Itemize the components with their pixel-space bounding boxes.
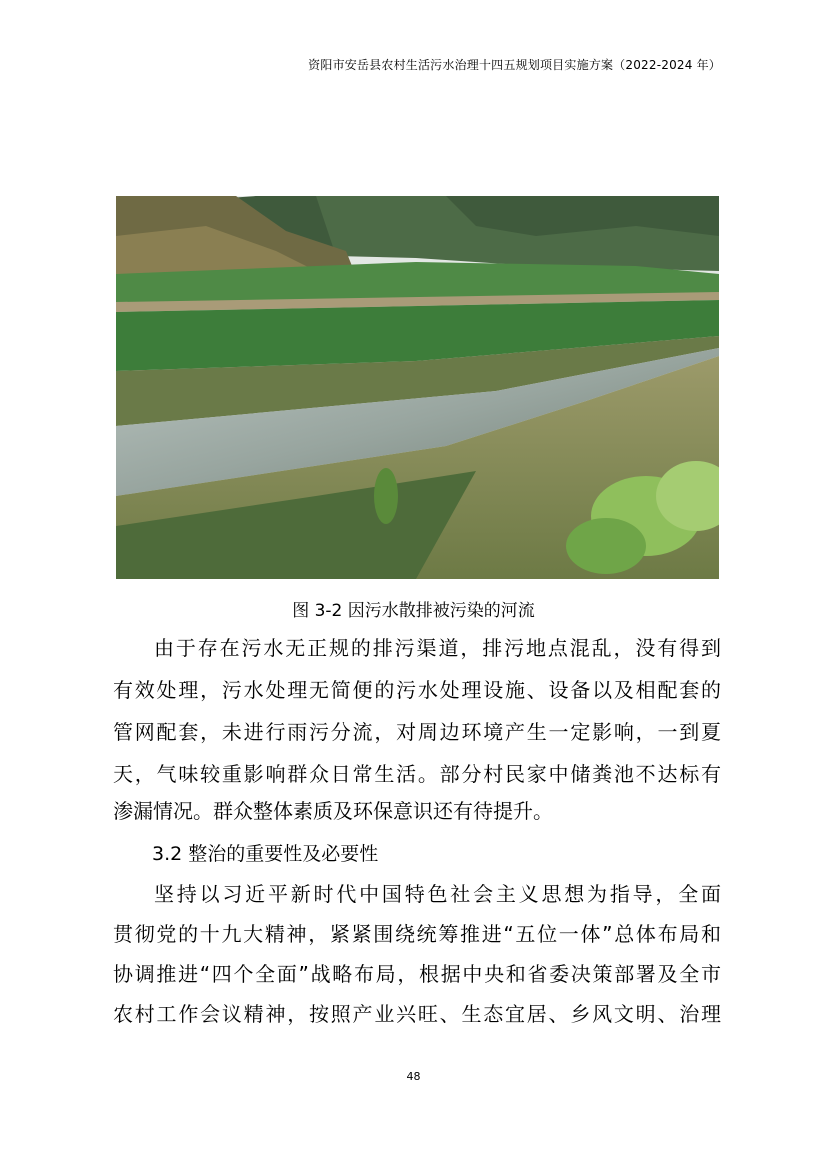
polluted-river-photo xyxy=(116,196,719,579)
paragraph-line: 协调推进“四个全面”战略布局，根据中央和省委决策部署及全市 xyxy=(113,962,721,986)
running-header: 资阳市安岳县农村生活污水治理十四五规划项目实施方案（2022-2024 年） xyxy=(308,58,721,72)
paragraph-line: 渗漏情况。群众整体素质及环保意识还有待提升。 xyxy=(113,799,553,823)
paragraph-line: 贯彻党的十九大精神，紧紧围绕统筹推进“五位一体”总体布局和 xyxy=(113,922,721,946)
section-heading: 3.2 整治的重要性及必要性 xyxy=(152,843,379,865)
paragraph-line: 管网配套，未进行雨污分流，对周边环境产生一定影响，一到夏 xyxy=(113,720,721,744)
paragraph-line: 坚持以习近平新时代中国特色社会主义思想为指导，全面 xyxy=(154,882,721,906)
paragraph-line: 由于存在污水无正规的排污渠道，排污地点混乱，没有得到 xyxy=(154,636,721,660)
paragraph-line: 有效处理，污水处理无简便的污水处理设施、设备以及相配套的 xyxy=(113,678,721,702)
page-number: 48 xyxy=(406,1070,421,1083)
paragraph-line: 天，气味较重影响群众日常生活。部分村民家中储粪池不达标有 xyxy=(113,762,721,786)
figure-caption: 图 3-2 因污水散排被污染的河流 xyxy=(292,601,535,621)
paragraph-line: 农村工作会议精神，按照产业兴旺、生态宜居、乡风文明、治理 xyxy=(113,1002,721,1026)
